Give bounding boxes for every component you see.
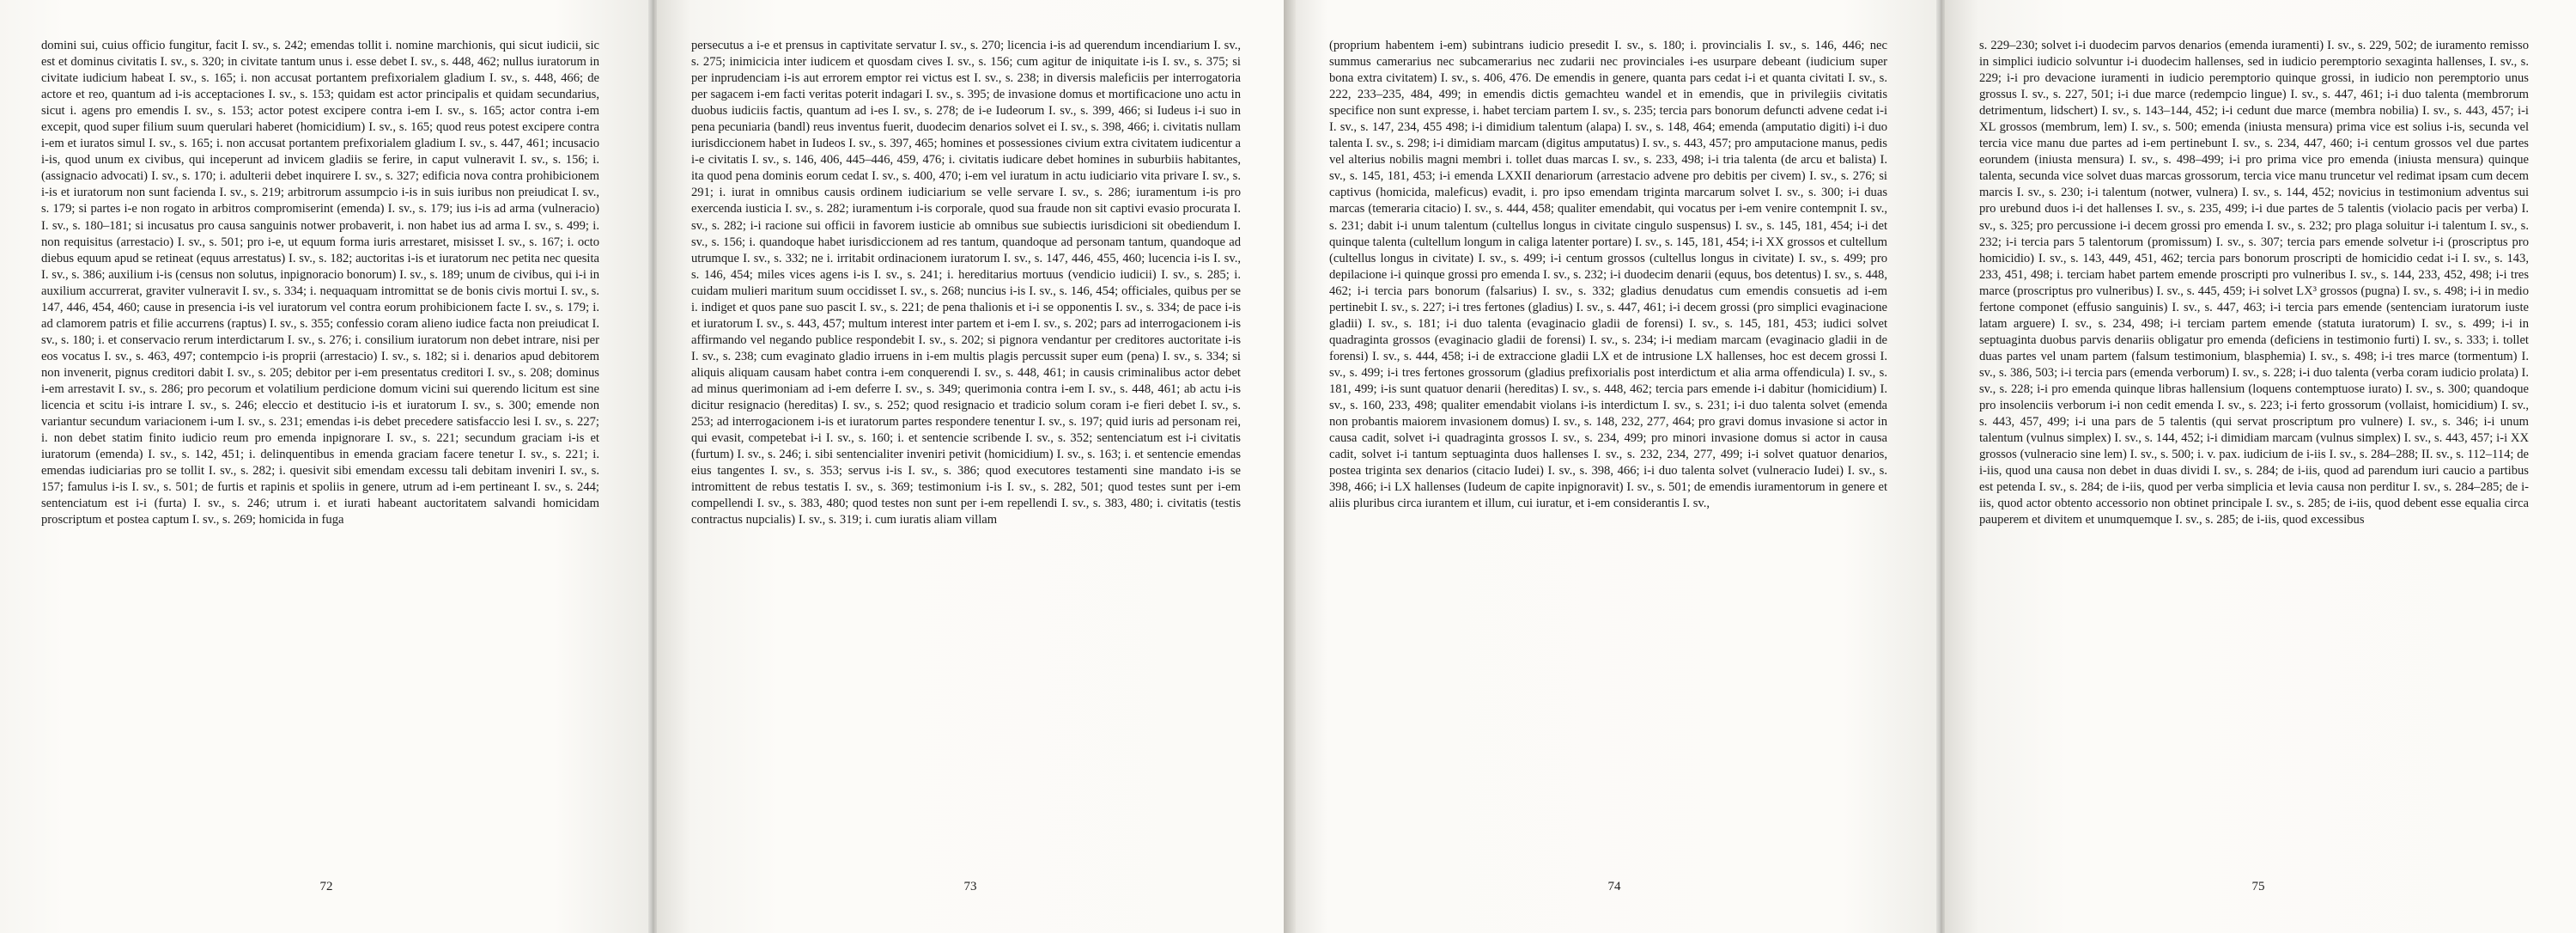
page-number: 74 <box>1607 880 1621 893</box>
index-text: persecutus a i-e et prensus in captivitate servatur I. sv., s. 270; licencia i-is ad querendum incendiarium I. sv., s. 275; inimicicia inter iudicem et quosdam cives I. sv., s. 156; cum agitur de iniquitate i-is I. sv., s. 375; si per inprudenciam i-is aut errorem emptor rei victus est I. sv., s. 238; in diversis maleficiis per interrogatoria per sagacem i-em facti veritas poterit indagari I. sv., s. 395; de invasione domus et mortificacione uno actu in duobus iudiciis factis, quantum ad i-es I. sv., s. 278; de i-e Iudeorum I. sv., s. 399, 466; si Iudeus i-i suo in pena pecuniaria (bandl) reus inventus fuerit, duodecim denarios solvet ei I. sv., s. 398, 466; i. civitatis nullam iurisdiccionem habet in Iudeos I. sv., s. 397, 465; homines et possessiones civium extra civitatem iudicentur a i-e civitatis I. sv., s. 146, 406, 445–446, 459, 476; i. civitatis iudicare debet homines in suburbiis habitantes, ita quod pena dominis eorum cedat I. sv., s. 400, 470; i-em vel iuratum in actu iudiciario vita privare I. sv., s. 291; i. iurat in omnibus causis ordinem iudiciarium se velle servare I. sv., s. 286; iuramentum i-is pro exercenda iusticia I. sv., s. 282; iuramentum i-is corporale, quod sua fraude non sit captivi evasio procurata I. sv., s. 282; i-i racione sui officii in favorem iusticie ab omnibus sue subiectis iurisdicioni sit obediendum I. sv., s. 156; i. quandoque habet iurisdiccionem ad res tantum, quandoque ad personam tantum, quandoque ad utrumque I. sv., s. 332; ne i. irritabit ordinacionem iuratorum I. sv., s. 147, 446, 455, 460; lucencia i-is I. sv., s. 146, 454; miles vices agens i-is I. sv., s. 241; i. hereditarius mortuus (vendicio iudicii) I. sv., s. 285; i. cuidam mulieri maritum suum occidisset I. sv., s. 268; nuncius i-is I. sv., s. 146, 454; officiales, quibus per se i. indiget et quos pane suo pascit I. sv., s. 221; de pena thalionis et i-i se opponentis I. sv., s. 334; de pace i-is et iuratorum I. sv., s. 443, 457; multum interest inter partem et i-em I. sv., s. 202; pars ad interrogacionem i-is affirmando vel negando publice respondebit I. sv., s. 202; si pignora vendantur per creditores auctoritate i-is I. sv., s. 238; cum evaginato gladio irruens in i-em multis plagis percussit super eum (pena) I. sv., s. 334; si aliquis aliquam causam habet contra i-em conquerendi I. sv., s. 448, 461; in causis criminalibus actor debet ad minus querimoniam ad i-em deferre I. sv., s. 349; querimonia contra i-em I. sv., s. 448, 461; ab actu i-is dicitur resignacio (hereditas) I. sv., s. 252; quod resignacio et tradicio solum coram i-e fieri debet I. sv., s. 253; ad interrogacionem i-is et iuratorum partes respondere tenentur I. sv., s. 197; quid iuris ad personam rei, qui evasit, competebat i-i I. sv., s. 160; i. et sentencie scribende I. sv., s. 352; sentenciatum est i-i civitatis (furtum) I. sv., s. 246; i. sibi sentencialiter inveniri petivit (homicidium) I. sv., s. 163; i. et sentencie emendas eius tangentes I. sv., s. 353; servus i-is I. sv., s. 386; quod executores testamenti sine mandato i-is se intromittent de rebus testatis I. sv., s. 369; testimonium i-is I. sv., s. 282, 501; quod testes sunt per i-em compellendi I. sv., s. 383, 480; quod testes non sunt per i-em repellendi I. sv., s. 383, 480; i. civitatis (testis contractus nupcialis) I. sv., s. 319; i. cum iuratis aliam villam <box>691 39 1241 527</box>
page-left-1 <box>0 0 653 933</box>
page-number: 75 <box>2251 880 2265 893</box>
index-text: s. 229–230; solvet i-i duodecim parvos denarios (emenda iuramenti) I. sv., s. 229, 502; de iuramento remisso in simplici iudicio solvuntur i-i duodecim hallenses, sed in iudicio peremptorio sexaginta hallenses, I. sv., s. 229; i-i pro devacione iuramenti in iudicio peremptorio quinque grossi, in iudicio non peremptorio unus grossus I. sv., s. 227, 501; i-i due marce (redempcio lingue) I. sv., s. 447, 461; i-i duo talenta (membrorum detrimentum, lidschert) I. sv., s. 143–144, 452; i-i cedunt due marce (membra nobilia) I. sv., s. 443, 457; i-i XL grossos (membrum, lem) I. sv., s. 500; emenda (iniusta mensura) prima vice est solius i-is, secunda vel tercia vice manu due partes ad i-em pertinebunt I. sv., s. 234, 447, 460; i-i centum grossos vel due partes eorundem (iniusta mensura) I. sv., s. 498–499; i-i pro prima vice pro emenda (iniusta mensura) quinque talenta, secunda vice solvet duas marcas grossorum, tercia vice manu truncetur vel redimat ipsam cum decem marcis I. sv., s. 230; i-i talentum (notwer, vulnera) I. sv., s. 144, 452; novicius in testimonium adventus sui pro urebund duos i-i det hallenses I. sv., s. 235, 499; i-i due partes de 5 talentis (violacio pacis per verba) I. sv., s. 325; pro percussione i-i decem grossi pro emenda I. sv., s. 232; pro plaga soluitur i-i talentum I. sv., s. 232; i-i tercia pars 5 talentorum (promissum) I. sv., s. 307; tercia pars emende solvetur i-i (proscriptus pro homicidio) I. sv., s. 143, 449, 451, 462; tercia pars bonorum proscripti de homicidio cedat i-i I. sv., s. 143, 233, 451, 498; i. terciam habet partem emende proscripti pro vulneribus I. sv., s. 144, 233, 452, 498; i-i tres marce (proscriptus pro vulneribus) I. sv., s. 445, 459; i-i solvet LX³ grossos (pugna) I. sv., s. 498; i-i in medio fertone componet (effusio sanguinis) I. sv., s. 447, 463; i-i tercia pars emende (sentenciam iuratorum iuste latam arguere) I. sv., s. 234, 498; i-i terciam partem emende (statuta iuratorum) I. sv., s. 499; i-i in septuaginta duobus parvis denariis obligatur pro emenda (deficiens in testimonio furti) I. sv., s. 333; i. tollet duas partes vel unam partem (falsum testimonium, blasphemia) I. sv., s. 498; i-i tres marce (tormentum) I. sv., s. 386, 503; i-i tercia pars (emenda verborum) I. sv., s. 228; i-i duo talenta (verba coram iudicio prolata) I. sv., s. 228; i-i pro emenda quinque libras hallensium (loquens contemptuose iurato) I. sv., s. 300; quandoque pro insolenciis verborum i-i non cedit emenda I. sv., s. 223; i-i ferto grossorum (vollaist, homicidium) I. sv., s. 443, 457, 499; i-i una pars de 5 talentis (qui servat proscriptum pro vulnere) I. sv., s. 346; i-i unum talentum (vulnus simplex) I. sv., s. 144, 452; i-i dimidiam marcam (vulnus simplex) I. sv., s. 443, 457; i-i XX grossos (vulneracio sine lem) I. sv., s. 500; i. v. pax. iudicium de i-iis I. sv., s. 284–288; II. sv., s. 112–114; de i-iis, quod una causa non debet in duas dividi I. sv., s. 284; de i-iis, quod ad parendum iuri caucio a partibus est petenda I. sv., s. 284; de i-iis, quod per verba simplicia et levia causa non perditur I. sv., s. 284–285; de i-iis, quod actor obtento accessorio non obtinet principale I. sv., s. 285; de i-iis, quod debent esse equalia circa pauperem et divitem et unumquemque I. sv., s. 285; de i-iis, quod excessibus <box>1979 39 2529 527</box>
book-gutter <box>1936 0 1945 933</box>
index-text: (proprium habentem i-em) subintrans iudicio presedit I. sv., s. 180; i. provincialis I. sv., s. 146, 446; nec summus camerarius nec subcamerarius nec zudarii nec provinciales i-es usurpare debeant (iudicium super bona extra civitatem) I. sv., s. 406, 476. De emendis in genere, quanta pars cedat i-i et quanta civitati I. sv., s. 222, 233–235, 484, 499; in emendis dictis gemachteu wandel et in emendis, que in privilegiis civitatis specifice non sunt expresse, i. habet terciam partem I. sv., s. 235; tercia pars bonorum defuncti advene cedat i-i I. sv., s. 147, 234, 455 498; i-i dimidium talentum (alapa) I. sv., s. 148, 464; emenda (amputatio digiti) i-i duo talenta I. sv., s. 298; i-i dimidiam marcam (digitus amputatus) I. sv., s. 443, 457; pro amputacione manus, pedis vel alterius nobilis magni membri i. tollet duas marcas I. sv., s. 233, 498; i-i tria talenta (de arcu et balista) I. sv., s. 145, 181, 453; i-i emenda LXXII denariorum (arrestacio advene pro debitis per civem) I. sv., s. 276; si captivus (homicida, maleficus) evadit, i. pro ipso emendam triginta marcarum solvet I. sv., s. 300; i-i duas marcas (temeraria citacio) I. sv., s. 444, 458; qualiter emendabit, qui vocatus per i-em venire contempnit I. sv., s. 231; dabit i-i unum talentum (cultellus longus in civitate cingulo suspensus) I. sv., s. 145, 181, 454; i-i det quinque talenta (cultellum longum in caliga latenter portare) I. sv., s. 145, 181, 454; i-i XX grossos et cultellum (cultellus longus in civitate) I. sv., s. 499; i-i centum grossos (cultellus longus in civitate) I. sv., s. 499; pro depilacione i-i quinque grossi pro emenda I. sv., s. 232; i-i duodecim denarii (equus, bos detentus) I. sv., s. 448, 462; i-i tercia pars bonorum (falsarius) I. sv., s. 332; gladius denudatus cum emendis consuetis ad i-em pertinebit I. sv., s. 227; i-i tres fertones (gladius) I. sv., s. 447, 461; i-i decem grossi (pro simplici evaginacione gladii) I. sv., s. 181; i-i duo talenta (evaginacio gladii de forensi) I. sv., s. 145, 181, 453; iudici solvet quadraginta grossos (evaginacio gladii de forensi) I. sv., s. 234; i-i mediam marcam (evaginacio gladii in de forensi) I. sv., s. 444, 458; i-i de extraccione gladii LX et de intrusione LX hallenses, hoc est decem grossi I. sv., s. 499; i-i tres fertones grossorum (gladius prefixorialis post interdictum et alia arma offendicula) I. sv., s. 181, 499; i-is sunt quatuor denarii (hereditas) I. sv., s. 448, 462; tercia pars emende i-i dabitur (homicidium) I. sv., s. 160, 233, 498; qualiter emendabit violans i-is interdictum I. sv., s. 231; i-i duo talenta solvet (emenda non probantis maiorem invasionem domus) I. sv., s. 148, 232, 277, 464; pro gravi domus invasione si actor in causa cadit, solvet i-i quadraginta grossos I. sv., s. 234, 499; pro minori invasione domus si actor in causa cadit, solvet i-i tantum septuaginta duos hallenses I. sv., s. 232, 234, 277, 499; i-i solvet quatuor denarios, postea triginta sex denarios (citacio Iudei) I. sv., s. 398, 466; i-i duo talenta solvet (vulneracio Iudei) I. sv., s. 398, 466; i-i LX hallenses (Iudeum de capite inpignoravit) I. sv., s. 501; de emendis iuramentorum in genere et aliis pluribus circa iurantem et illum, cui iuratur, et i-em considerantis I. sv., <box>1329 39 1887 511</box>
book-gutter <box>648 0 657 933</box>
page-right-2 <box>1941 0 2576 933</box>
index-text: domini sui, cuius officio fungitur, facit I. sv., s. 242; emendas tollit i. nomine marchionis, qui sicut iudicii, sic est et dominus civitatis I. sv., s. 320; in civitate tantum unus i. esse debet I. sv., s. 448, 462; nullus iuratorum in civitate iudicium habeat I. sv., s. 165; i. non accusat portantem prefixorialem gladium I. sv., s. 448, 466; de actore et reo, quantum ad i-is acceptaciones I. sv., s. 153; quidam est actor principalis et quidam secundarius, sicut i. agens pro emendis I. sv., s. 153; actor potest excipere contra i-em I. sv., s. 165; actor contra i-em excepit, quod super filium suum querulari haberet (homicidium) I. sv., s. 165; quod reus potest excipere contra i-em et iuratos simul I. sv., s. 165; i. non accusat portantem prefixorialem gladium I. sv., s. 447, 461; incusacio i-is, quod unum ex civibus, qui inceperunt ad invicem gladiis se ferire, in caput vulneravit I. sv., s. 156; i. (assignacio advocati) I. sv., s. 170; i. adulterii debet inquirere I. sv., s. 327; edificia nova contra prohibicionem i-is et iuratorum non sunt facienda I. sv., s. 219; arbitrorum assumpcio i-is in suis iuribus non preiudicat I. sv., s. 179; si partes i-e non rogato in arbitros compromiserint (emenda) I. sv., s. 179; ius i-is ad arma (vulneracio) I. sv., s. 180–181; si incusatus pro causa sanguinis notwer probaverit, i. non habet ius ad arma I. sv., s. 499; i. non requisitus (arrestacio) I. sv., s. 501; pro i-e, ut equum forma iuris arrestaret, misisset I. sv., s. 167; i. octo diebus equum apud se retineat (equus arrestatus) I. sv., s. 182; auctoritas i-is et iuratorum nec petita nec quesita I. sv., s. 386; auxilium i-is (census non solutus, inpignoracio bonorum) I. sv., s. 189; unum de civibus, qui i-i in auxilium accurrerat, graviter vulneravit I. sv., s. 334; i. nequaquam intromittat se de bonis civis mortui I. sv., s. 147, 446, 454, 460; cause in presencia i-is vel iuratorum vel contra eorum prohibicionem facte I. sv., s. 179; i. ad clamorem patris et filie accurrens (raptus) I. sv., s. 355; confessio coram alieno iudice facta non preiudicat I. sv., s. 180; i. et conservacio rerum interdictarum I. sv., s. 276; i. consilium iuratorum non debet intrare, nisi per eos vocatus I. sv., s. 463, 497; contempcio i-is proprii (arrestacio) I. sv., s. 182; si i. denarios apud debitorem non invenerit, pignus creditori dabit I. sv., s. 205; debitor per i-em presentatus creditori I. sv., s. 208; dominus i-em arrestavit I. sv., s. 286; pro pecorum et volatilium perdicione domum vicini sui querendo licitum est sine licencia et scitu i-is intrare I. sv., s. 246; eleccio et destitucio i-is et iuratorum I. sv., s. 300; emende non variantur secundum variacionem i-um I. sv., s. 231; emendas i-is debet precedere satisfaccio lesi I. sv., s. 227; i. non debet statim finito iudicio reum pro emenda inpignorare I. sv., s. 221; secundum graciam i-is et iuratorum (emenda) I. sv., s. 142, 451; i. delinquentibus in emenda graciam facere tenetur I. sv., s. 221; i. emendas iudiciarias pro se tollit I. sv., s. 282; i. quesivit sibi emendam excessu tali debitam inveniri I. sv., s. 157; famulus i-is I. sv., s. 501; de furtis et rapinis et spoliis in genere, utrum ad i-em pertineant I. sv., s. 244; sentenciatum est i-i (furta) I. sv., s. 246; utrum i. et iurati habeant auctoritatem salvandi homicidam proscriptum et postea captum I. sv., s. 269; homicida in fuga <box>41 39 599 527</box>
page-number: 73 <box>963 880 977 893</box>
page-right-1 <box>653 0 1288 933</box>
page-left-2 <box>1288 0 1941 933</box>
scan-divider <box>1284 0 1296 933</box>
page-number: 72 <box>319 880 333 893</box>
